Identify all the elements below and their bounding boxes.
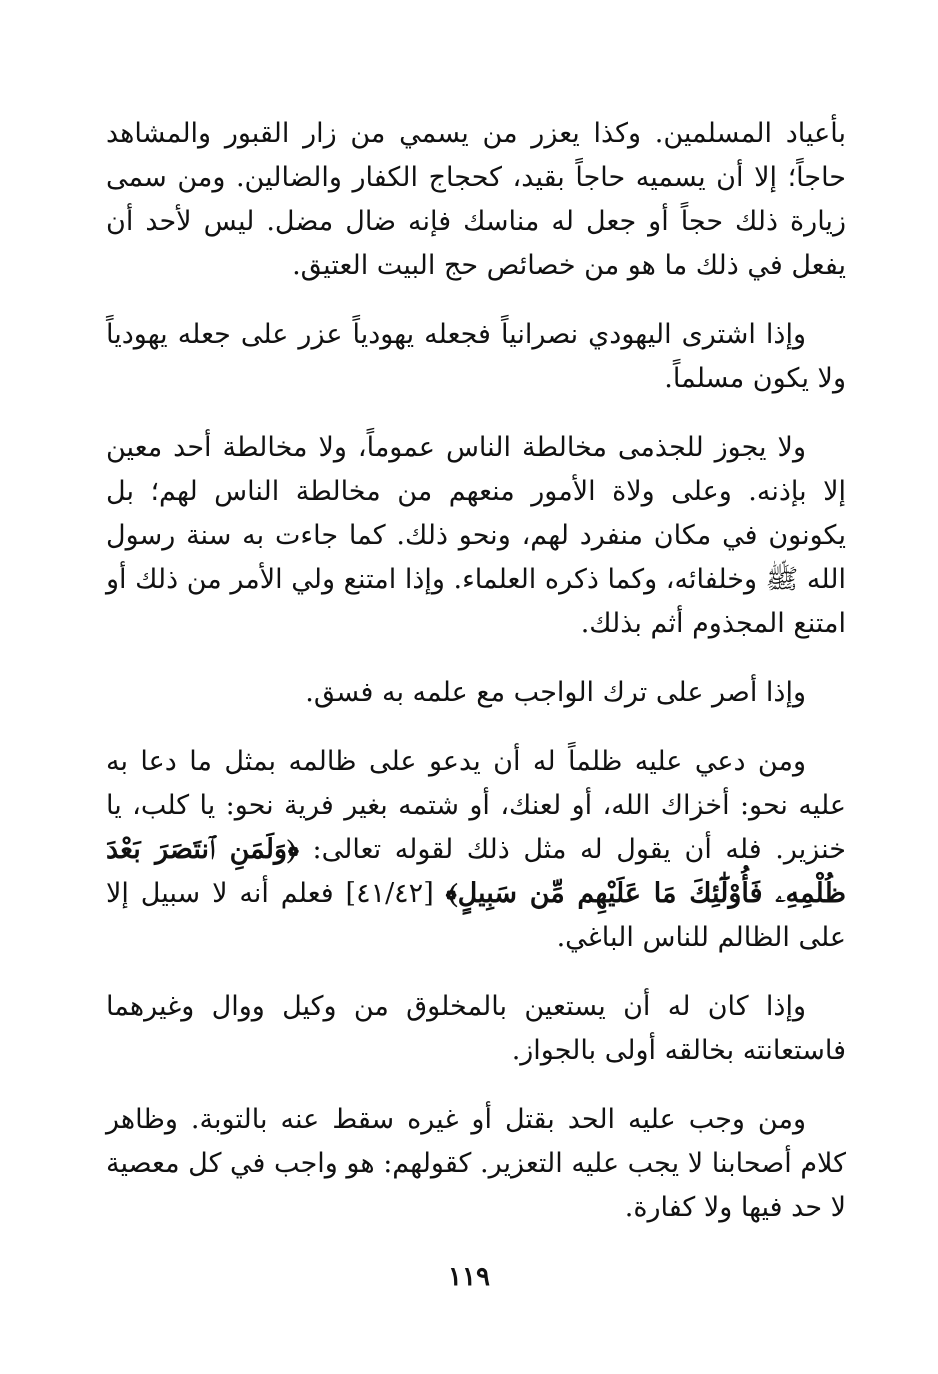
paragraph-5 bbox=[106, 740, 846, 960]
paragraph-1: بأعياد المسلمين. وكذا يعزر من يسمي من زار القبور والمشاهد حاجاً؛ إلا أن يسميه حاجاً بقيد، كحجاج الكفار والضالين. ومن سمى زيارة ذلك حجاً أو جعل له مناسك فإنه ضال مضل. ليس لأحد أن يفعل في ذلك ما هو من خصائص حج البيت العتيق. bbox=[106, 118, 846, 281]
quran-verse: ﴿وَلَمَنِ ٱنتَصَرَ بَعْدَ ظُلْمِهِۦ فَأُوْلَٰٓئِكَ مَا عَلَيْهِم مِّن سَبِيلٍ﴾ bbox=[106, 834, 846, 909]
paragraph-7: ومن وجب عليه الحد بقتل أو غيره سقط عنه بالتوبة. وظاهر كلام أصحابنا لا يجب عليه التعزير. كقولهم: هو واجب في كل معصية لا حد فيها ولا كفارة. bbox=[106, 1104, 846, 1223]
paragraph-4: وإذا أصر على ترك الواجب مع علمه به فسق. bbox=[305, 677, 806, 708]
paragraph-5-text-after: [٤١/٤٢] فعلم أنه لا سبيل إلا على الظالم للناس الباغي. bbox=[106, 878, 846, 953]
paragraph-3: ولا يجوز للجذمى مخالطة الناس عموماً، ولا مخالطة أحد معين إلا بإذنه. وعلى ولاة الأمور منعهم من مخالطة الناس لهم؛ بل يكونون في مكان منفرد لهم، ونحو ذلك. كما جاءت به سنة رسول الله ﷺ وخلفائه، وكما ذكره العلماء. وإذا امتنع ولي الأمر من ذلك أو امتنع المجذوم أثم بذلك. bbox=[106, 432, 846, 639]
body-text bbox=[106, 112, 846, 1255]
page-number: ١١٩ bbox=[448, 1262, 490, 1292]
paragraph-6: وإذا كان له أن يستعين بالمخلوق من وكيل ووال وغيرهما فاستعانته بخالقه أولى بالجواز. bbox=[106, 991, 846, 1066]
paragraph-5-text-before: ومن دعي عليه ظلماً له أن يدعو على ظالمه بمثل ما دعا به عليه نحو: أخزاك الله، أو لعنك، أو شتمه بغير فرية نحو: يا كلب، يا خنزير. فله أن يقول له مثل ذلك لقوله تعالى: bbox=[106, 746, 846, 865]
paragraph-2: وإذا اشترى اليهودي نصرانياً فجعله يهودياً عزر على جعله يهودياً ولا يكون مسلماً. bbox=[106, 319, 846, 394]
